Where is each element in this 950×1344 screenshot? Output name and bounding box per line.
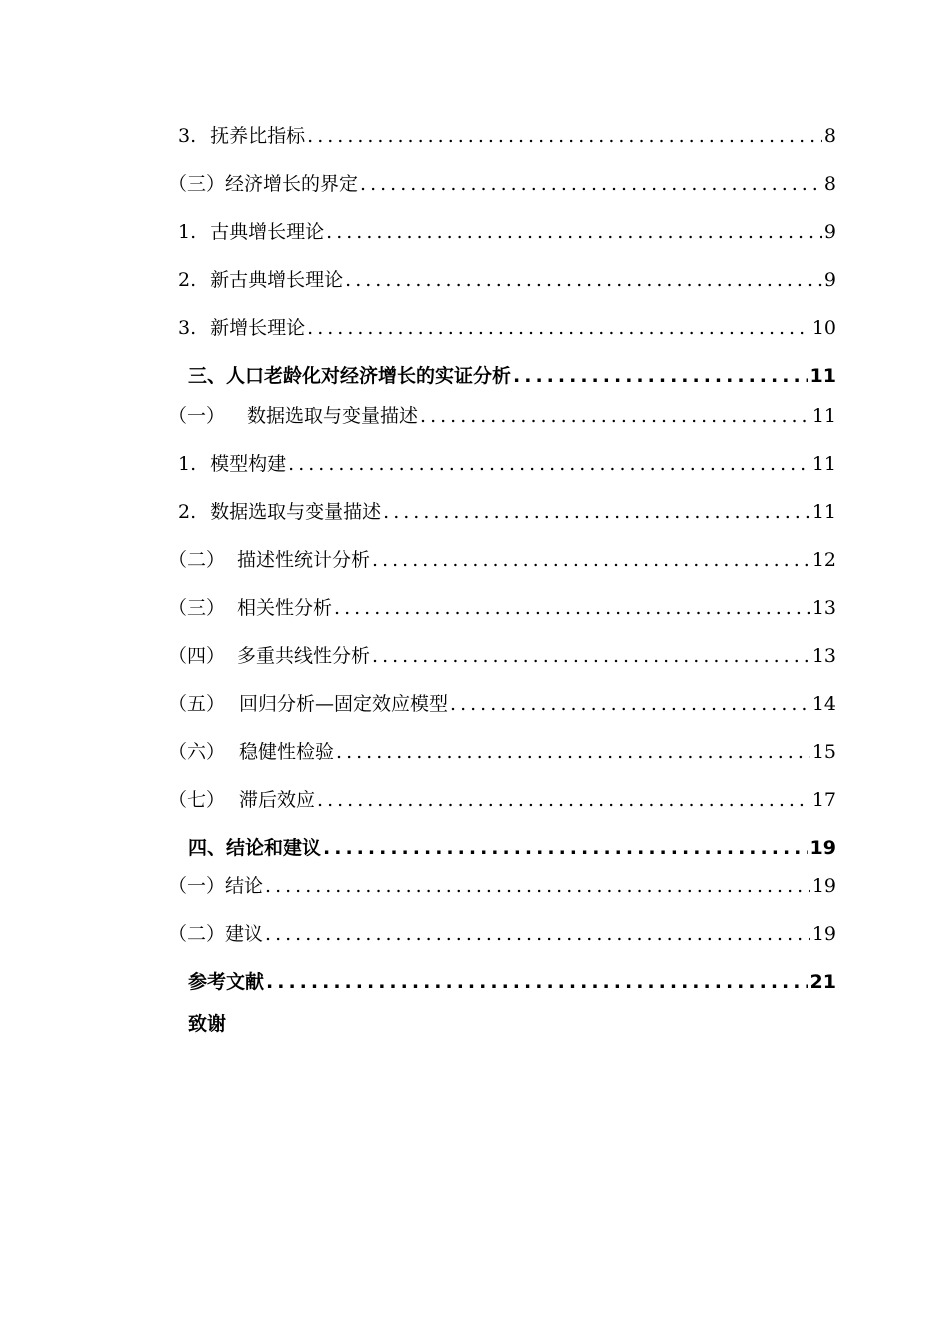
- toc-entry-title: 古典增长理论: [210, 221, 325, 243]
- dot-leader: [336, 740, 810, 764]
- toc-entry-page: 13: [811, 645, 836, 667]
- toc-entry[interactable]: [178, 124, 836, 148]
- toc-entry-title: 四、结论和建议: [188, 837, 322, 859]
- toc-entry-number: 2.: [178, 269, 197, 291]
- toc-entry[interactable]: [168, 922, 836, 946]
- toc-entry[interactable]: [168, 644, 836, 668]
- dot-leader: [360, 172, 822, 196]
- dot-leader: [513, 364, 808, 388]
- toc-entry[interactable]: [168, 692, 836, 716]
- toc-entry-number: （七）: [168, 789, 226, 811]
- toc-entry-number: （三）: [168, 597, 226, 619]
- toc-entry[interactable]: [168, 740, 836, 764]
- toc-entry-number: （六）: [168, 741, 226, 763]
- dot-leader: [420, 404, 810, 428]
- toc-entry-page: 9: [823, 221, 836, 243]
- toc-entry-page: 10: [811, 317, 836, 339]
- toc-entry-number: （一）: [168, 405, 226, 427]
- toc-entry-page: 17: [811, 789, 836, 811]
- toc-entry[interactable]: [168, 788, 836, 812]
- toc-entry-page: 13: [811, 597, 836, 619]
- toc-entry[interactable]: [178, 500, 836, 524]
- toc-entry[interactable]: [168, 874, 836, 898]
- toc-entry-title: 多重共线性分析: [237, 645, 371, 667]
- toc-entry-title: 参考文献: [188, 971, 265, 993]
- toc-chapter-entry[interactable]: [188, 1012, 388, 1036]
- dot-leader: [317, 788, 810, 812]
- dot-leader: [372, 548, 810, 572]
- toc-entry-number: 1.: [178, 221, 197, 243]
- toc-entry-page: 11: [811, 501, 836, 523]
- dot-leader: [307, 316, 810, 340]
- toc-entry-page: 14: [811, 693, 836, 715]
- toc-entry-title: 三、人口老龄化对经济增长的实证分析: [188, 365, 512, 387]
- toc-entry[interactable]: [178, 452, 836, 476]
- toc-entry-page: 15: [811, 741, 836, 763]
- toc-entry-page: 11: [811, 405, 836, 427]
- toc-entry-page: 12: [811, 549, 836, 571]
- toc-entry-number: （三）: [168, 173, 226, 195]
- toc-entry-page: 9: [823, 269, 836, 291]
- dot-leader: [345, 268, 822, 292]
- toc-entry-page: 11: [811, 453, 836, 475]
- toc-entry-title: 建议: [225, 923, 264, 945]
- toc-entry[interactable]: [178, 220, 836, 244]
- dot-leader: [372, 644, 810, 668]
- toc-entry[interactable]: [168, 404, 836, 428]
- toc-entry-page: 19: [809, 837, 836, 859]
- toc-entry-number: （一）: [168, 875, 226, 897]
- toc-entry-number: （四）: [168, 645, 226, 667]
- toc-entry[interactable]: [168, 172, 836, 196]
- toc-entry-page: 19: [811, 875, 836, 897]
- toc-entry[interactable]: [168, 548, 836, 572]
- toc-entry-page: 8: [823, 125, 836, 147]
- toc-entry-title: 抚养比指标: [210, 125, 306, 147]
- toc-entry[interactable]: [168, 596, 836, 620]
- toc-entry-title: 相关性分析: [237, 597, 333, 619]
- toc-entry-number: （二）: [168, 923, 226, 945]
- toc-entry-number: 3.: [178, 125, 197, 147]
- dot-leader: [265, 874, 810, 898]
- toc-entry-number: 2.: [178, 501, 197, 523]
- toc-entry-page: 19: [811, 923, 836, 945]
- toc-entry-title: 结论: [225, 875, 264, 897]
- toc-chapter-entry[interactable]: [188, 836, 836, 860]
- toc-entry-number: （五）: [168, 693, 226, 715]
- dot-leader: [288, 452, 810, 476]
- toc-chapter-entry[interactable]: [188, 364, 836, 388]
- toc-entry-page: 11: [809, 365, 836, 387]
- toc-entry-page: 21: [809, 971, 836, 993]
- dot-leader: [383, 500, 810, 524]
- toc-entry-title: 新增长理论: [210, 317, 306, 339]
- dot-leader: [266, 970, 808, 994]
- toc-entry-title: 致谢: [188, 1013, 227, 1035]
- dot-leader: [307, 124, 822, 148]
- toc-entry-title: 经济增长的界定: [225, 173, 359, 195]
- toc-entry-title: 描述性统计分析: [237, 549, 371, 571]
- toc-entry-page: 8: [823, 173, 836, 195]
- toc-entry-title: 新古典增长理论: [210, 269, 344, 291]
- toc-entry[interactable]: [178, 268, 836, 292]
- dot-leader: [323, 836, 808, 860]
- toc-entry[interactable]: [178, 316, 836, 340]
- toc-entry-number: 3.: [178, 317, 197, 339]
- toc-chapter-entry[interactable]: [188, 970, 836, 994]
- toc-entry-number: （二）: [168, 549, 226, 571]
- toc-entry-title: 数据选取与变量描述: [247, 405, 419, 427]
- toc-entry-title: 数据选取与变量描述: [210, 501, 382, 523]
- toc-entry-title: 模型构建: [210, 453, 287, 475]
- toc-entry-title: 稳健性检验: [239, 741, 335, 763]
- dot-leader: [450, 692, 810, 716]
- toc-entry-title: 滞后效应: [239, 789, 316, 811]
- toc-entry-number: 1.: [178, 453, 197, 475]
- toc-entry-title: 回归分析—固定效应模型: [239, 693, 449, 715]
- dot-leader: [265, 922, 810, 946]
- dot-leader: [326, 220, 822, 244]
- dot-leader: [334, 596, 810, 620]
